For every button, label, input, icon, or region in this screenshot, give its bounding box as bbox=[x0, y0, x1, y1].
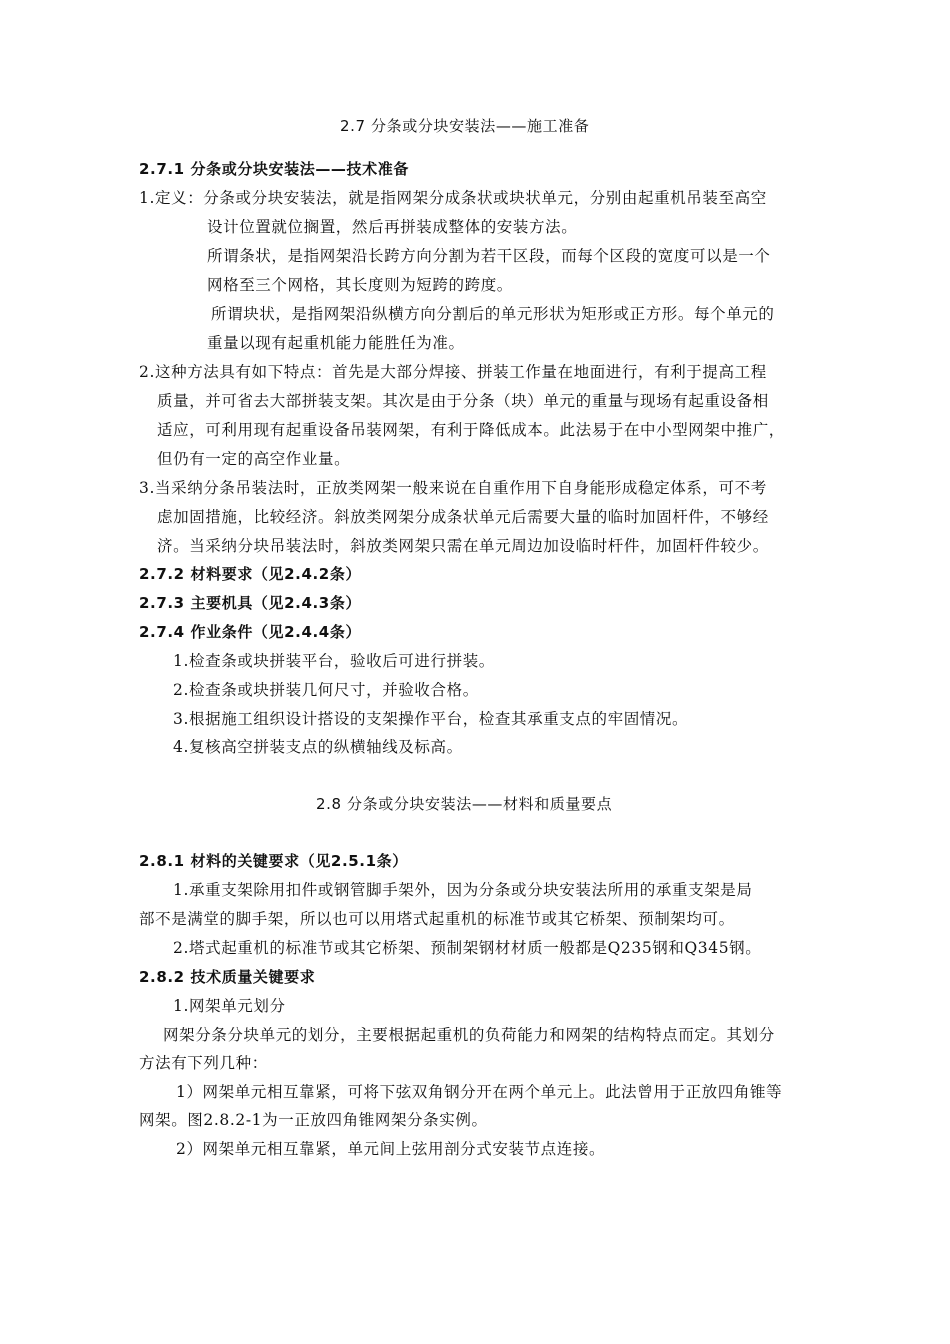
definition-line-3: 所谓条状，是指网架沿长跨方向分割为若干区段，而每个区段的宽度可以是一个 bbox=[207, 247, 771, 265]
heading-2-7-2: 2.7.2 材料要求（见2.4.2条） bbox=[139, 565, 362, 583]
material-line-2: 部不是满堂的脚手架，所以也可以用塔式起重机的标准节或其它桥架、预制架均可。 bbox=[139, 910, 735, 928]
features-line-4: 但仍有一定的高空作业量。 bbox=[157, 450, 351, 468]
condition-item-3: 3.根据施工组织设计搭设的支架操作平台，检查其承重支点的牢固情况。 bbox=[173, 710, 689, 728]
heading-2-7-3: 2.7.3 主要机具（见2.4.3条） bbox=[139, 594, 362, 612]
quality-sub-1-line-2: 网架。图2.8.2-1为一正放四角锥网架分条实例。 bbox=[139, 1111, 488, 1129]
quality-item-1: 1.网架单元划分 bbox=[173, 997, 286, 1015]
heading-2-8-2: 2.8.2 技术质量关键要求 bbox=[139, 968, 316, 986]
method-line-3: 济。当采纳分块吊装法时，斜放类网架只需在单元周边加设临时杆件，加固杆件较少。 bbox=[157, 537, 769, 555]
material-line-1: 1.承重支架除用扣件或钢管脚手架外，因为分条或分块安装法所用的承重支架是局 bbox=[173, 881, 753, 899]
definition-line-1: 1.定义：分条或分块安装法，就是指网架分成条状或块状单元，分别由起重机吊装至高空 bbox=[139, 189, 767, 207]
quality-para-line-2: 方法有下列几种： bbox=[139, 1054, 268, 1072]
heading-2-7-1: 2.7.1 分条或分块安装法——技术准备 bbox=[139, 160, 409, 178]
definition-line-2: 设计位置就位搁置，然后再拼装成整体的安装方法。 bbox=[207, 218, 578, 236]
section-title-2-8: 2.8 分条或分块安装法——材料和质量要点 bbox=[316, 795, 613, 813]
quality-sub-1-line-1: 1）网架单元相互靠紧，可将下弦双角钢分开在两个单元上。此法曾用于正放四角锥等 bbox=[176, 1083, 783, 1101]
definition-line-6: 重量以现有起重机能力能胜任为准。 bbox=[207, 334, 465, 352]
features-line-1: 2.这种方法具有如下特点：首先是大部分焊接、拼装工作量在地面进行，有利于提高工程 bbox=[139, 363, 767, 381]
heading-2-7-4: 2.7.4 作业条件（见2.4.4条） bbox=[139, 623, 362, 641]
quality-sub-2: 2）网架单元相互靠紧，单元间上弦用剖分式安装节点连接。 bbox=[176, 1140, 606, 1158]
features-line-2: 质量，并可省去大部拼装支架。其次是由于分条（块）单元的重量与现场有起重设备相 bbox=[157, 392, 769, 410]
condition-item-1: 1.检查条或块拼装平台，验收后可进行拼装。 bbox=[173, 652, 495, 670]
material-line-3: 2.塔式起重机的标准节或其它桥架、预制架钢材材质一般都是Q235钢和Q345钢。 bbox=[173, 939, 762, 957]
definition-line-4: 网格至三个网格，其长度则为短跨的跨度。 bbox=[207, 276, 513, 294]
definition-line-5: 所谓块状，是指网架沿纵横方向分割后的单元形状为矩形或正方形。每个单元的 bbox=[211, 305, 775, 323]
heading-2-8-1: 2.8.1 材料的关键要求（见2.5.1条） bbox=[139, 852, 408, 870]
section-title-2-7: 2.7 分条或分块安装法——施工准备 bbox=[340, 117, 590, 135]
condition-item-2: 2.检查条或块拼装几何尺寸，并验收合格。 bbox=[173, 681, 479, 699]
quality-para-line-1: 网架分条分块单元的划分，主要根据起重机的负荷能力和网架的结构特点而定。其划分 bbox=[163, 1026, 775, 1044]
method-line-1: 3.当采纳分条吊装法时，正放类网架一般来说在自重作用下自身能形成稳定体系，可不考 bbox=[139, 479, 767, 497]
condition-item-4: 4.复核高空拼装支点的纵横轴线及标高。 bbox=[173, 738, 463, 756]
features-line-3: 适应，可利用现有起重设备吊装网架，有利于降低成本。此法易于在中小型网架中推广， bbox=[157, 421, 785, 439]
method-line-2: 虑加固措施，比较经济。斜放类网架分成条状单元后需要大量的临时加固杆件，不够经 bbox=[157, 508, 769, 526]
